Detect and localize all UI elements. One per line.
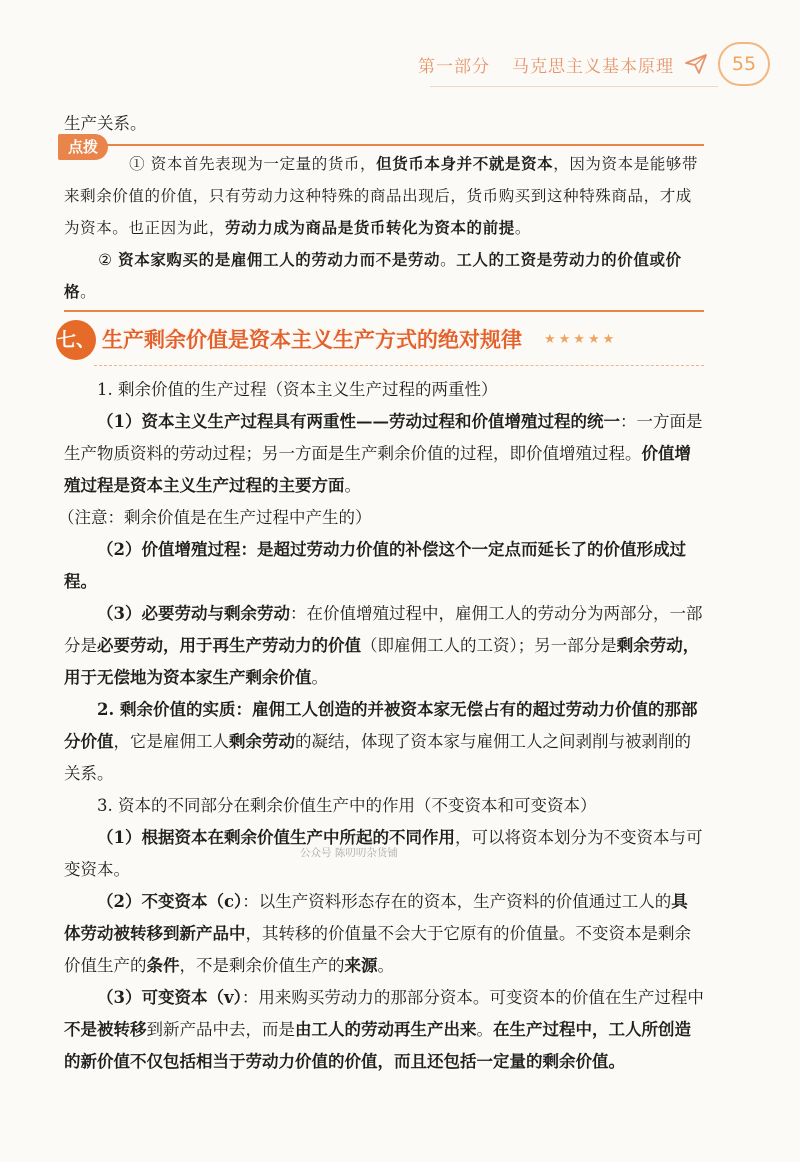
header-chapter: 马克思主义基本原理 — [512, 56, 674, 77]
paragraph-s1-3 — [64, 598, 704, 694]
section-heading — [56, 320, 704, 360]
text: ：用来购买劳动力的那部分资本。可变资本的价值在生产过程中 — [241, 988, 704, 1007]
emphasis: （1）资本主义生产过程具有两重性——劳动过程和价值增殖过程的统一 — [97, 412, 620, 431]
emphasis: 具体劳动被转移到新产品中 — [64, 892, 688, 943]
emphasis: （2）价值增殖过程：是超过劳动力价值的补偿这个一定点而延长了的价值形成过程。 — [64, 540, 686, 591]
emphasis: 由工人的劳动再生产出来 — [295, 1020, 477, 1039]
page-header — [418, 44, 770, 84]
text: （即雇佣工人的工资）；另一部分是 — [361, 636, 617, 655]
text: 到新产品中去，而是 — [146, 1020, 295, 1039]
header-divider — [430, 86, 718, 87]
paragraph-s1-1 — [64, 406, 704, 502]
section-number: 七、 — [56, 320, 96, 360]
text: 。 — [476, 1020, 493, 1039]
subsection-1-title: 1. 剩余价值的生产过程（资本主义生产过程的两重性） — [97, 380, 498, 399]
emphasis: 来源 — [344, 956, 378, 975]
tip-emphasis: 工人的工资是劳动力的价值或价格 — [64, 250, 682, 301]
text: 。 — [377, 956, 394, 975]
tip-body — [64, 146, 704, 308]
emphasis: 剩余劳动，用于无偿地为资本家生产剩余价值 — [64, 636, 700, 687]
text: ，它是雇佣工人 — [113, 732, 229, 751]
continued-text: 生产关系。 — [64, 114, 147, 133]
paragraph-s3-2 — [64, 886, 704, 982]
text: ：一方面是生产物质资料的劳动过程；另一方面是生产剩余价值的过程，即价值增殖过程。 — [64, 412, 703, 463]
tip-text: 。 — [514, 219, 531, 237]
tip-paragraph-1 — [64, 148, 704, 244]
text: 的凝结，体现了资本家与雇佣工人之间剥削与被剥削的关系。 — [64, 732, 691, 783]
tip-text: 。 — [80, 283, 97, 301]
tip-emphasis: 资本家购买的是雇佣工人的劳动力而不是劳动 — [118, 250, 441, 269]
tip-end-rule — [64, 310, 704, 312]
text: ：以生产资料形态存在的资本，生产资料的价值通过工人的 — [242, 892, 672, 911]
emphasis: 2. 剩余价值的实质：雇佣工人创造的并被资本家无偿占有的超过劳动力价值的那部分价值 — [64, 700, 698, 751]
tip-emphasis: 劳动力成为商品是货币转化为资本的前提 — [225, 218, 515, 237]
tip-paragraph-2 — [64, 244, 704, 308]
tip-tag: 点拨 — [58, 134, 108, 160]
text: ，其转移的价值量不会大于它原有的价值量。不变资本是剩余价值生产的 — [64, 924, 691, 975]
page-content — [56, 108, 704, 1078]
section-title: 生产剩余价值是资本主义生产方式的绝对规律 — [102, 328, 522, 352]
emphasis: 必要劳动，用于再生产劳动力的价值 — [97, 636, 361, 655]
text: 。 — [344, 476, 361, 495]
emphasis: （3）可变资本（v） — [97, 988, 242, 1007]
tip-box — [64, 138, 704, 312]
section-dash-rule — [94, 365, 704, 366]
header-part: 第一部分 — [418, 56, 490, 77]
emphasis: 价值增殖过程是资本主义生产过程的主要方面 — [64, 444, 691, 495]
subsection-3-title: 3. 资本的不同部分在剩余价值生产中的作用（不变资本和可变资本） — [97, 796, 597, 815]
header-text — [418, 52, 674, 77]
importance-stars: ★★★★★ — [544, 332, 618, 347]
text: ：在价值增殖过程中，雇佣工人的劳动分为两部分，一部分是 — [64, 604, 703, 655]
paragraph-s2 — [64, 694, 704, 790]
emphasis: （1）根据资本在剩余价值生产中所起的不同作用 — [97, 828, 455, 847]
tip-text: 。 — [440, 251, 457, 269]
tip-text: ，因为资本是能够带来剩余价值的价值，只有劳动力这种特殊的商品出现后，货币购买到这种特殊商品，才成为资本。也正因为此， — [64, 155, 699, 237]
emphasis: 不是被转移 — [64, 1020, 147, 1039]
emphasis: （3）必要劳动与剩余劳动 — [97, 604, 290, 623]
paragraph-s3-3 — [64, 982, 704, 1078]
text: ，可以将资本划分为不变资本与可变资本。 — [64, 828, 703, 879]
tip-text: ① 资本首先表现为一定量的货币， — [129, 155, 377, 173]
emphasis: 剩余劳动 — [229, 732, 295, 751]
emphasis: 在生产过程中，工人所创造的新价值不仅包括相当于劳动力价值的价值，而且还包括一定量的剩余价值。 — [64, 1020, 691, 1071]
page-number: 55 — [718, 42, 770, 86]
tip-text: ② — [98, 251, 119, 269]
text: 。 — [311, 668, 328, 687]
tip-emphasis: 但货币本身并不就是资本 — [376, 154, 554, 173]
text: ，不是剩余价值生产的 — [179, 956, 345, 975]
emphasis: 条件 — [146, 956, 180, 975]
note: （注意：剩余价值是在生产过程中产生的） — [58, 508, 372, 527]
emphasis: （2）不变资本（c） — [97, 892, 243, 911]
paragraph-s1-2 — [64, 534, 704, 598]
watermark: 公众号 陈叨叨杂货铺 — [300, 847, 398, 859]
paper-plane-icon — [684, 52, 708, 76]
